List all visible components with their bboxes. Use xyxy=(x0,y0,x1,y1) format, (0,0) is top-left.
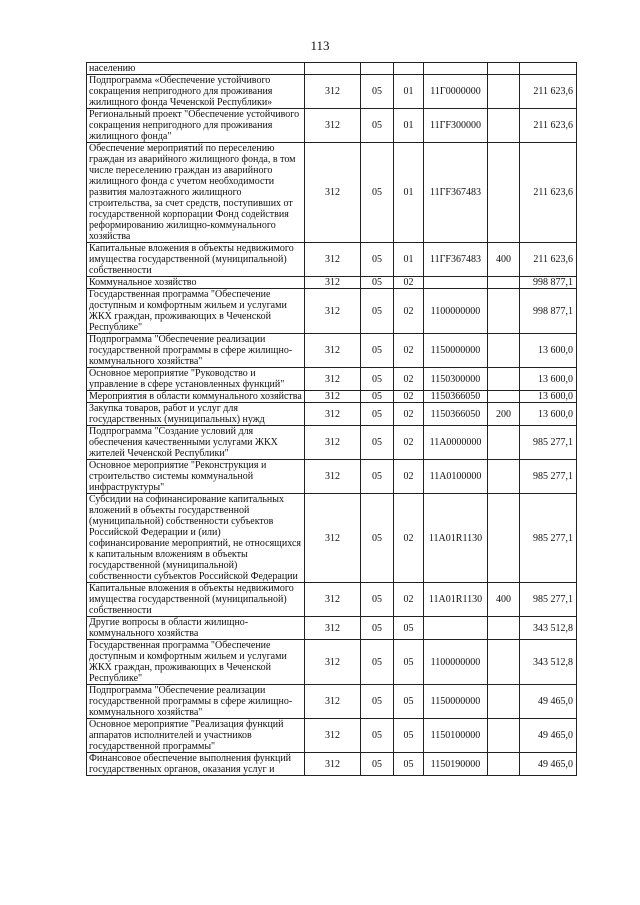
target-article xyxy=(424,277,488,289)
amount: 49 465,0 xyxy=(520,719,577,753)
table-row xyxy=(87,289,577,334)
table-row xyxy=(87,75,577,109)
expense-type xyxy=(488,391,520,403)
ministry-code: 312 xyxy=(305,391,361,403)
subsection-code: 05 xyxy=(394,640,424,685)
amount: 998 877,1 xyxy=(520,289,577,334)
ministry-code: 312 xyxy=(305,426,361,460)
target-article: 11А01R1130 xyxy=(424,494,488,583)
row-name: Коммунальное хозяйство xyxy=(87,277,305,289)
target-article: 11ГF367483 xyxy=(424,143,488,243)
target-article: 11Г0000000 xyxy=(424,75,488,109)
ministry-code: 312 xyxy=(305,368,361,391)
subsection-code: 02 xyxy=(394,368,424,391)
row-name: Основное мероприятие "Реализация функций аппаратов исполнителей и участников государственной программы" xyxy=(87,719,305,753)
row-name: Региональный проект "Обеспечение устойчивого сокращения непригодного для проживания жилищного фонда" xyxy=(87,109,305,143)
section-code: 05 xyxy=(361,494,394,583)
amount: 13 600,0 xyxy=(520,391,577,403)
expense-type xyxy=(488,289,520,334)
target-article: 1150366050 xyxy=(424,391,488,403)
row-name: Субсидии на софинансирование капитальных вложений в объекты государственной (муниципальной) собственности субъектов Российской Федерации и (или) софинансирование мероприятий, не относящихся к капитальным вложениям в объекты государственной (муниципальной) собственности субъектов Российской Федерации xyxy=(87,494,305,583)
table-row xyxy=(87,391,577,403)
section-code: 05 xyxy=(361,75,394,109)
section-code: 05 xyxy=(361,640,394,685)
expense-type xyxy=(488,685,520,719)
target-article: 1150300000 xyxy=(424,368,488,391)
row-name: Капитальные вложения в объекты недвижимого имущества государственной (муниципальной) собственности xyxy=(87,583,305,617)
section-code: 05 xyxy=(361,583,394,617)
subsection-code: 02 xyxy=(394,277,424,289)
section-code: 05 xyxy=(361,243,394,277)
expense-type: 400 xyxy=(488,243,520,277)
subsection-code: 05 xyxy=(394,719,424,753)
target-article: 11ГF367483 xyxy=(424,243,488,277)
expense-type xyxy=(488,277,520,289)
subsection-code: 01 xyxy=(394,75,424,109)
section-code xyxy=(361,63,394,75)
row-name: Подпрограмма "Обеспечение реализации государственной программы в сфере жилищно-коммунального хозяйства" xyxy=(87,334,305,368)
amount: 211 623,6 xyxy=(520,243,577,277)
expense-type xyxy=(488,143,520,243)
row-name: Основное мероприятие "Реконструкция и строительство системы коммунальной инфраструктуры" xyxy=(87,460,305,494)
section-code: 05 xyxy=(361,426,394,460)
amount: 343 512,8 xyxy=(520,617,577,640)
expense-type xyxy=(488,617,520,640)
subsection-code: 02 xyxy=(394,403,424,426)
amount: 211 623,6 xyxy=(520,109,577,143)
expense-type xyxy=(488,109,520,143)
target-article: 1150000000 xyxy=(424,334,488,368)
target-article: 11ГF300000 xyxy=(424,109,488,143)
ministry-code: 312 xyxy=(305,460,361,494)
row-name: Закупка товаров, работ и услуг для государственных (муниципальных) нужд xyxy=(87,403,305,426)
amount: 211 623,6 xyxy=(520,75,577,109)
ministry-code: 312 xyxy=(305,289,361,334)
target-article: 1150100000 xyxy=(424,719,488,753)
expense-type xyxy=(488,63,520,75)
table-row xyxy=(87,753,577,776)
ministry-code: 312 xyxy=(305,640,361,685)
section-code: 05 xyxy=(361,289,394,334)
target-article: 11А0000000 xyxy=(424,426,488,460)
subsection-code: 05 xyxy=(394,685,424,719)
amount: 13 600,0 xyxy=(520,368,577,391)
table-row xyxy=(87,109,577,143)
expense-type xyxy=(488,494,520,583)
expense-type: 200 xyxy=(488,403,520,426)
target-article: 1100000000 xyxy=(424,289,488,334)
section-code: 05 xyxy=(361,617,394,640)
target-article: 11А0100000 xyxy=(424,460,488,494)
section-code: 05 xyxy=(361,368,394,391)
table-row xyxy=(87,63,577,75)
row-name: Мероприятия в области коммунального хозяйства xyxy=(87,391,305,403)
ministry-code: 312 xyxy=(305,334,361,368)
row-name: Финансовое обеспечение выполнения функций государственных органов, оказания услуг и xyxy=(87,753,305,776)
subsection-code: 05 xyxy=(394,617,424,640)
subsection-code: 01 xyxy=(394,143,424,243)
ministry-code: 312 xyxy=(305,277,361,289)
table-row xyxy=(87,494,577,583)
amount: 985 277,1 xyxy=(520,460,577,494)
row-name: Обеспечение мероприятий по переселению граждан из аварийного жилищного фонда, в том числе переселению граждан из аварийного жилищного фонда с учетом необходимости развития малоэтажного жилищного строительства, за счет средств, поступивших от государственной корпорации Фонд содействия реформированию жилищно-коммунального хозяйства xyxy=(87,143,305,243)
expense-type xyxy=(488,334,520,368)
expense-type xyxy=(488,753,520,776)
expense-type xyxy=(488,719,520,753)
amount: 49 465,0 xyxy=(520,753,577,776)
row-name: Основное мероприятие "Руководство и управление в сфере установленных функций" xyxy=(87,368,305,391)
target-article: 1150366050 xyxy=(424,403,488,426)
section-code: 05 xyxy=(361,460,394,494)
table-row xyxy=(87,460,577,494)
target-article: 1150190000 xyxy=(424,753,488,776)
ministry-code: 312 xyxy=(305,143,361,243)
section-code: 05 xyxy=(361,391,394,403)
table-row xyxy=(87,334,577,368)
amount: 343 512,8 xyxy=(520,640,577,685)
row-name: Подпрограмма «Обеспечение устойчивого сокращения непригодного для проживания жилищного фонда Чеченской Республики» xyxy=(87,75,305,109)
table-row xyxy=(87,685,577,719)
row-name: Другие вопросы в области жилищно-коммунального хозяйства xyxy=(87,617,305,640)
table-row xyxy=(87,403,577,426)
section-code: 05 xyxy=(361,277,394,289)
subsection-code: 02 xyxy=(394,494,424,583)
amount: 211 623,6 xyxy=(520,143,577,243)
section-code: 05 xyxy=(361,719,394,753)
expense-type xyxy=(488,640,520,685)
table-row xyxy=(87,426,577,460)
subsection-code xyxy=(394,63,424,75)
subsection-code: 02 xyxy=(394,334,424,368)
amount: 13 600,0 xyxy=(520,334,577,368)
section-code: 05 xyxy=(361,143,394,243)
expense-type: 400 xyxy=(488,583,520,617)
page-number: 113 xyxy=(310,38,330,53)
ministry-code: 312 xyxy=(305,109,361,143)
expense-type xyxy=(488,460,520,494)
ministry-code xyxy=(305,63,361,75)
expense-type xyxy=(488,426,520,460)
ministry-code: 312 xyxy=(305,583,361,617)
ministry-code: 312 xyxy=(305,617,361,640)
section-code: 05 xyxy=(361,753,394,776)
amount: 998 877,1 xyxy=(520,277,577,289)
amount: 13 600,0 xyxy=(520,403,577,426)
amount: 49 465,0 xyxy=(520,685,577,719)
ministry-code: 312 xyxy=(305,243,361,277)
ministry-code: 312 xyxy=(305,494,361,583)
table-row xyxy=(87,243,577,277)
subsection-code: 02 xyxy=(394,583,424,617)
ministry-code: 312 xyxy=(305,719,361,753)
section-code: 05 xyxy=(361,109,394,143)
table-row xyxy=(87,583,577,617)
ministry-code: 312 xyxy=(305,75,361,109)
subsection-code: 05 xyxy=(394,753,424,776)
subsection-code: 01 xyxy=(394,243,424,277)
target-article xyxy=(424,617,488,640)
section-code: 05 xyxy=(361,334,394,368)
ministry-code: 312 xyxy=(305,685,361,719)
expense-type xyxy=(488,368,520,391)
row-name: населению xyxy=(87,63,305,75)
row-name: Капитальные вложения в объекты недвижимого имущества государственной (муниципальной) собственности xyxy=(87,243,305,277)
target-article: 11А01R1130 xyxy=(424,583,488,617)
subsection-code: 01 xyxy=(394,109,424,143)
table-row xyxy=(87,277,577,289)
section-code: 05 xyxy=(361,403,394,426)
row-name: Государственная программа "Обеспечение доступным и комфортным жильем и услугами ЖКХ граждан, проживающих в Чеченской Республике" xyxy=(87,289,305,334)
expense-type xyxy=(488,75,520,109)
ministry-code: 312 xyxy=(305,753,361,776)
table-row xyxy=(87,640,577,685)
subsection-code: 02 xyxy=(394,426,424,460)
target-article: 1150000000 xyxy=(424,685,488,719)
row-name: Подпрограмма "Создание условий для обеспечения качественными услугами ЖКХ жителей Чеченской Республики" xyxy=(87,426,305,460)
table-row xyxy=(87,368,577,391)
subsection-code: 02 xyxy=(394,391,424,403)
row-name: Государственная программа "Обеспечение доступным и комфортным жильем и услугами ЖКХ граждан, проживающих в Чеченской Республике" xyxy=(87,640,305,685)
subsection-code: 02 xyxy=(394,289,424,334)
section-code: 05 xyxy=(361,685,394,719)
ministry-code: 312 xyxy=(305,403,361,426)
budget-table xyxy=(86,62,577,776)
row-name: Подпрограмма "Обеспечение реализации государственной программы в сфере жилищно-коммунального хозяйства" xyxy=(87,685,305,719)
subsection-code: 02 xyxy=(394,460,424,494)
target-article xyxy=(424,63,488,75)
table-row xyxy=(87,143,577,243)
amount: 985 277,1 xyxy=(520,494,577,583)
amount xyxy=(520,63,577,75)
table-row xyxy=(87,617,577,640)
amount: 985 277,1 xyxy=(520,426,577,460)
target-article: 1100000000 xyxy=(424,640,488,685)
table-row xyxy=(87,719,577,753)
amount: 985 277,1 xyxy=(520,583,577,617)
